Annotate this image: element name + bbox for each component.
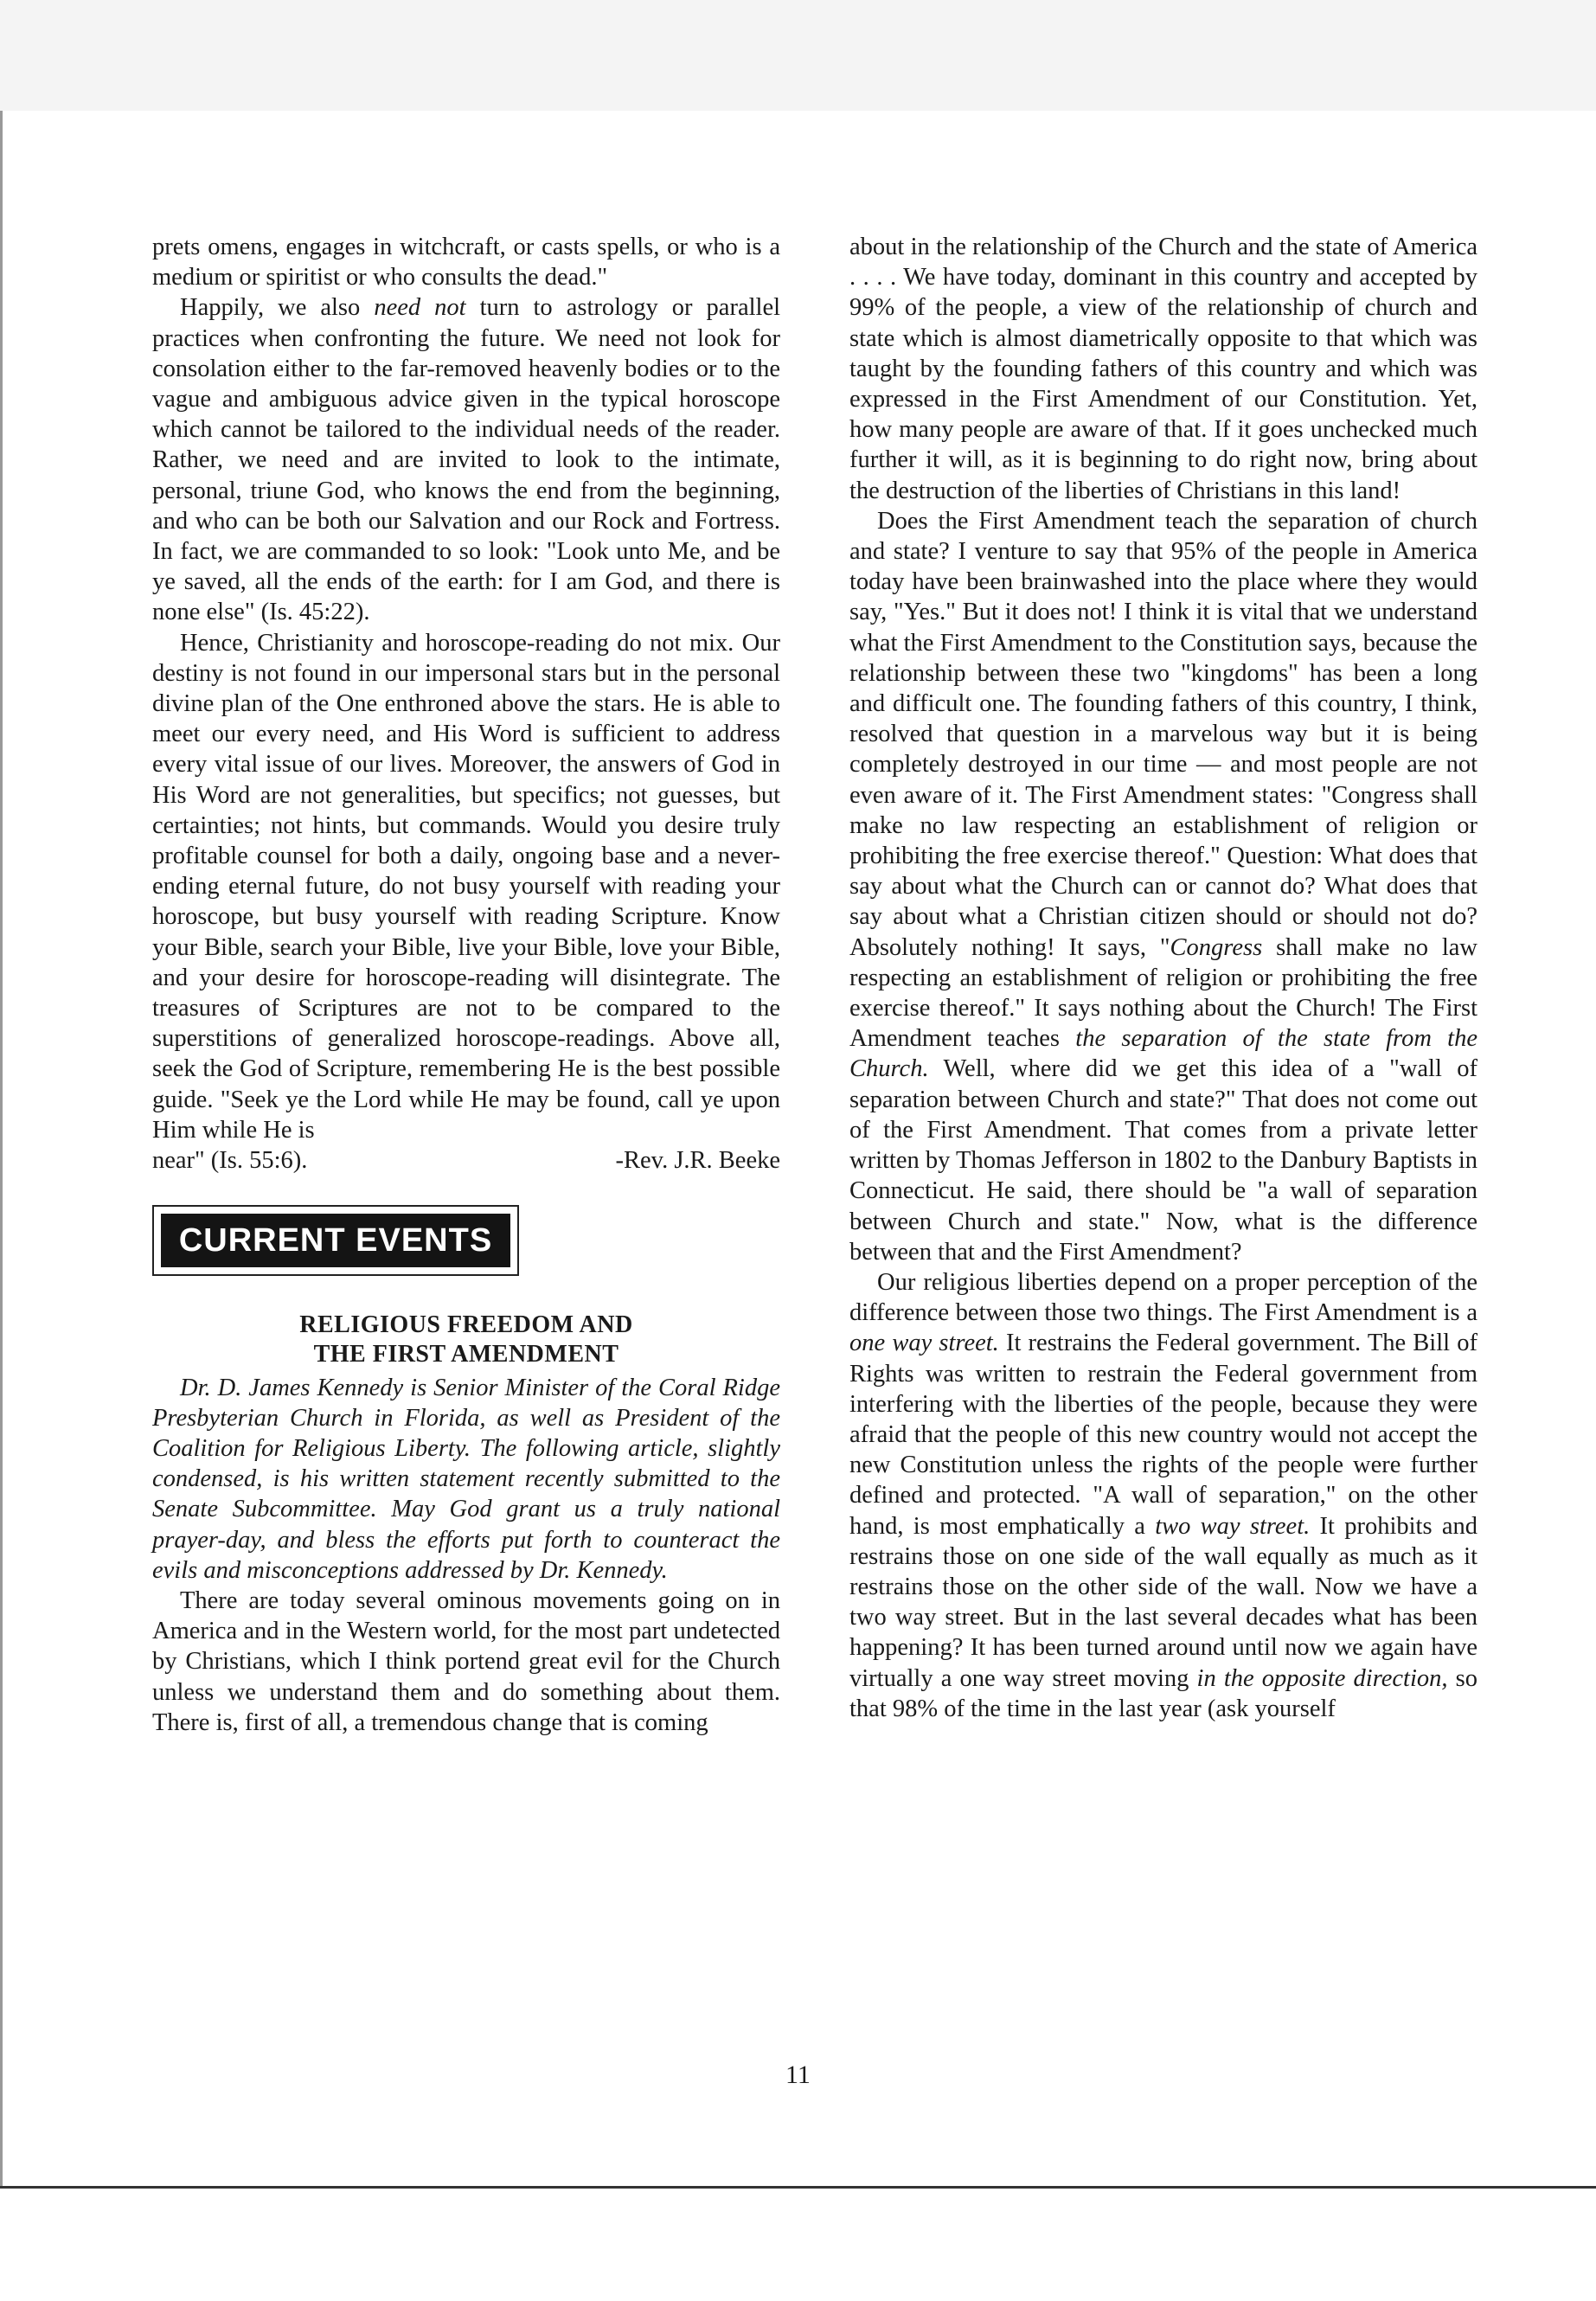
paragraph: about in the relationship of the Church and the state of America . . . . We have today, dominant in this country and accepted by 99% of the people, a view of the relationship of church and state which is almost diametrically opposite to that which was taught by the founding fathers of this country and which was expressed in the First Amendment of our Constitution. Yet, how many people are aware of that. If it goes unchecked much further it will, as it is beginning to do right now, bring about the destruction of the liberties of Christians in this land! [849,234,1477,504]
article-title-line: RELIGIOUS FREEDOM AND [299,1311,633,1338]
paragraph: prets omens, engages in witchcraft, or casts spells, or who is a medium or spiritist or who consults the dead." [152,234,780,292]
emphasis: need not [374,294,466,322]
citation: near" (Is. 55:6). [152,1147,308,1175]
article-intro: Dr. D. James Kennedy is Senior Minister of the Coral Ridge Presbyterian Church in Florida, as well as President of the Coalition for Religious Liberty. The following article, slightly condensed, is his written statement recently submitted to the Senate Subcommittee. May God grant us a truly national prayer-day, and bless the efforts put forth to counteract the evils and misconceptions addressed by Dr. Kennedy. [152,1374,780,1584]
emphasis: one way street. [849,1330,999,1357]
text-run: turn to astrology or parallel practices when confronting the future. We need not look for consolation either to the far-removed heavenly bodies or to the vague and ambiguous advice given in the typical horoscope which cannot be tailored to the individual needs of the reader. Rather, we need and are invited to look to the intimate, personal, triune God, who knows the end from the beginning, and who can be both our Salvation and our Rock and Fortress. In fact, we are commanded to so look: "Look unto Me, and be ye saved, all the ends of the earth: for I am God, and there is none else" (Is. 45:22). [152,294,781,626]
scan-bottom-edge [0,2186,1596,2189]
scan-left-edge [0,111,3,2187]
paragraph [849,506,1477,1267]
paragraph: Hence, Christianity and horoscope-reading do not mix. Our destiny is not found in our impersonal stars but in the personal divine plan of the One enthroned above the stars. He is able to meet our every need, and His Word is sufficient to address every vital issue of our lives. Moreover, the answers of God in His Word are not generalities, but specifics; not guesses, but certainties; not hints, but commands. Would you desire truly profitable counsel for both a daily, ongoing base and a never-ending eternal future, do not busy yourself with reading your horoscope, but busy yourself with reading Scripture. Know your Bible, search your Bible, live your Bible, love your Bible, and your desire for horoscope-reading will disintegrate. The treasures of Scriptures are not to be compared to the superstitions of generalized horoscope-readings. Above all, seek the God of Scripture, remembering He is the best possible guide. "Seek ye the Lord while He may be found, call ye upon Him while He is [152,629,780,1144]
page-number: 11 [785,2061,811,2089]
paragraph: There are today several ominous movements going on in America and in the Western world, for the most part undetected by Christians, which I think portend great evil for the Church unless we understand them and do something about them. There is, first of all, a tremendous change that is coming [152,1586,780,1736]
text-run: shall make no law respecting an establishment of religion or prohibiting the free exercise thereof." It says nothing about the Church! The First Amendment teaches [849,933,1477,1053]
section-banner-frame [152,1205,519,1275]
text-run: Our religious liberties depend on a proper perception of the difference between those two things. The First Amendment is a [849,1268,1477,1327]
article-title [152,1311,780,1369]
text-run: It prohibits and restrains those on one side of the wall equally as much as it restrains those on the other side of the wall. Now we have a two way street. But in the last several decades what has been happening? It has been turned around until now we again have virtually a one way street moving [849,1512,1477,1692]
scan-top-margin [0,0,1596,111]
text-run: so that 98% of the time in the last year (ask yourself [849,1664,1477,1722]
text-run: Well, where did we get this idea of a "wall of separation between Church and state?" That does not come out of the First Amendment. That comes from a private letter written by Thomas Jefferson in 1802 to the Danbury Baptists in Connecticut. He said, there should be "a wall of separation between Church and state." Now, what is the difference between that and the First Amendment? [849,1055,1477,1266]
text-run: Does the First Amendment teach the separation of church and state? I venture to say that 95% of the people in America today have been brainwashed into the place where they would say, "Yes." But it does not! I think it is vital that we understand what the First Amendment to the Constitution says, because the relationship between these two "kingdoms" has been a long and difficult one. The founding fathers of this country, I think, resolved that question in a marvelous way but it is being completely destroyed in our time — and most people are not even aware of it. The First Amendment states: "Congress shall make no law respecting an establishment of religion or prohibiting the free exercise thereof." Question: What does that say about what the Church can or cannot do? What does that say about what a Christian citizen should or should not do? Absolutely nothing! It says, " [849,507,1477,961]
signature-line [152,1145,780,1176]
emphasis: the separation of the state from the Church. [849,1025,1478,1083]
section-banner: CURRENT EVENTS [161,1214,510,1266]
author-signature: -Rev. J.R. Beeke [615,1147,780,1175]
article-title-line: THE FIRST AMENDMENT [313,1340,619,1368]
emphasis: Congress [1170,933,1263,961]
text-run: Happily, we also [180,294,375,322]
left-column [152,232,780,1738]
right-column [849,232,1477,1724]
emphasis: two way street. [1155,1512,1311,1540]
paragraph [849,1267,1477,1724]
paragraph [152,292,780,627]
emphasis: in the opposite direction, [1196,1664,1448,1692]
text-run: It restrains the Federal government. The Bill of Rights was written to restrain the Federal government from interfering with the liberties of the people, because they were afraid that the people of this new country would not accept the new Constitution unless the rights of the people were further defined and protected. "A wall of separation," on the other hand, is most emphatically a [849,1330,1477,1540]
